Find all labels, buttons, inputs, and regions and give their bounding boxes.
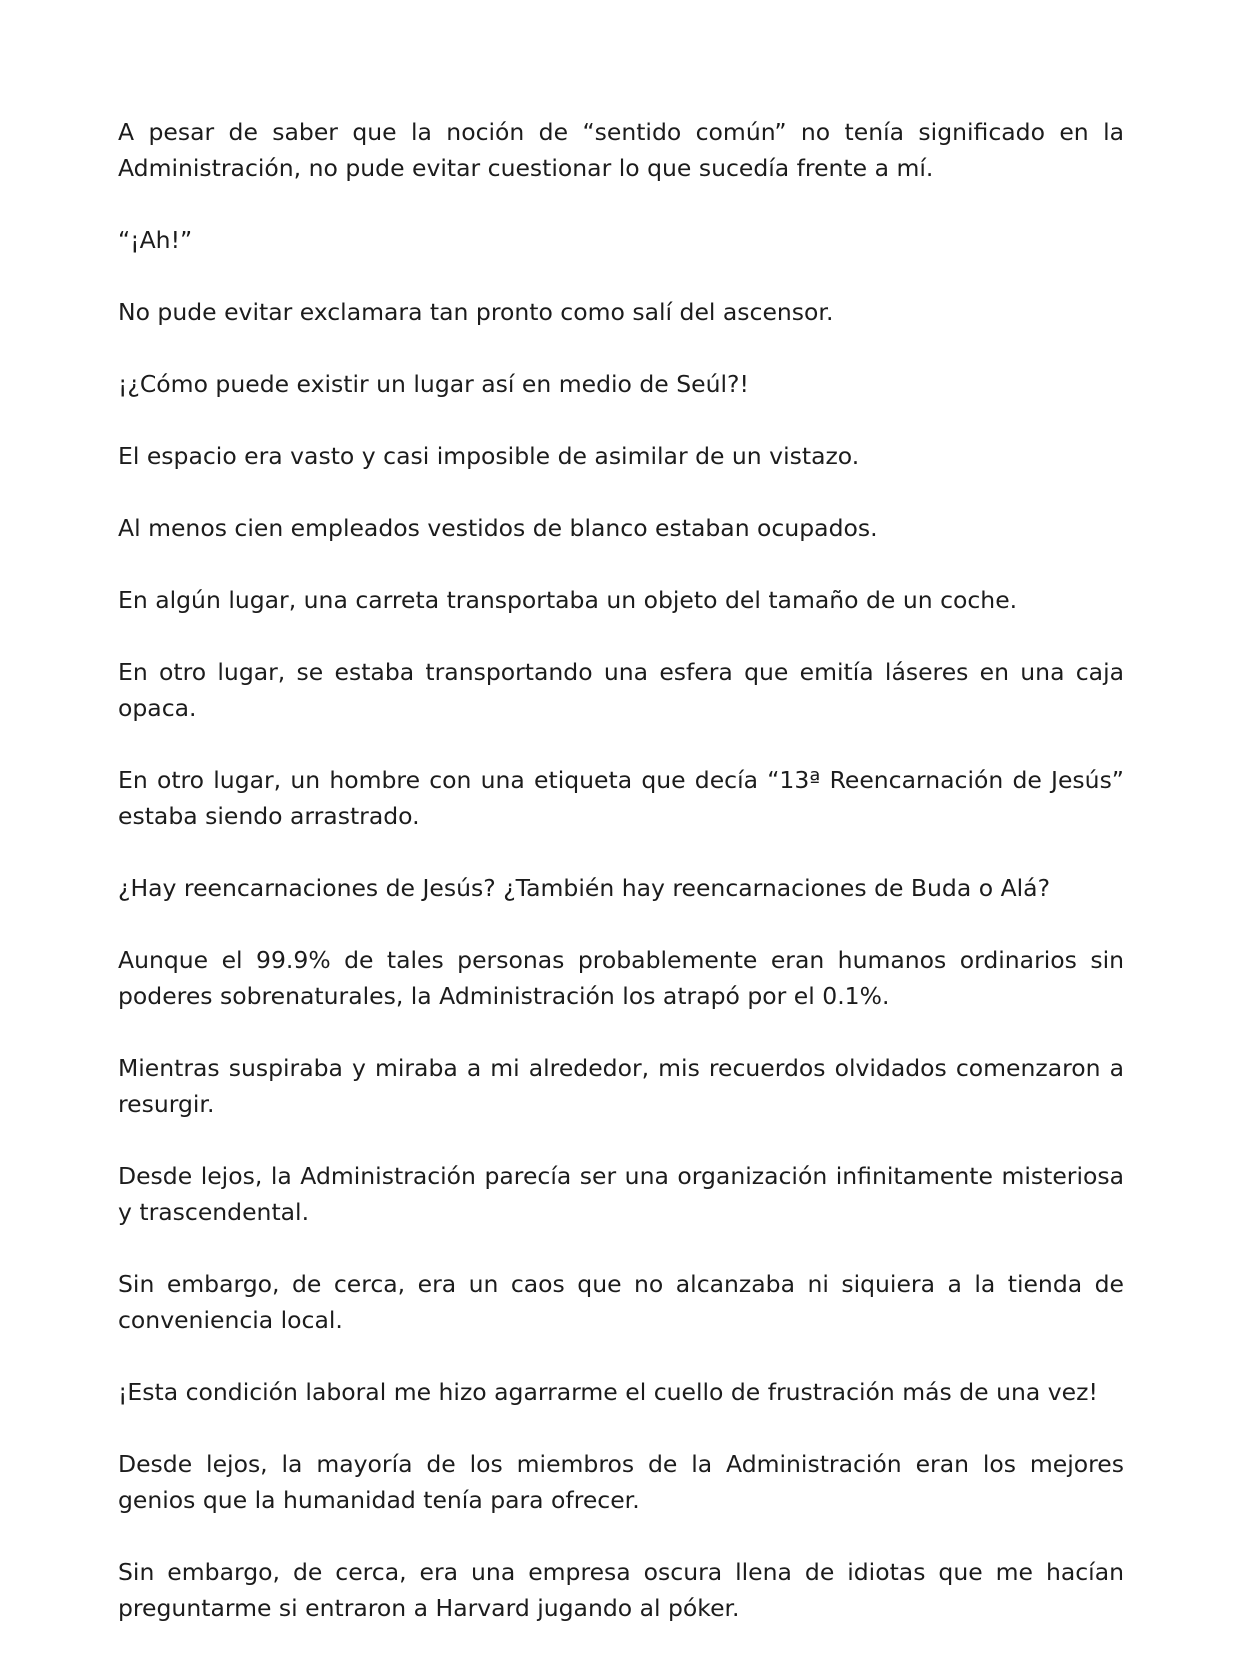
paragraph: Desde lejos, la mayoría de los miembros de la Administración eran los mejores genios que la humanidad tenía para ofrecer.	[118, 1450, 1124, 1514]
paragraph: Aunque el 99.9% de tales personas probablemente eran humanos ordinarios sin poderes sobrenaturales, la Administración los atrapó por el 0.1%.	[118, 946, 1124, 1010]
paragraph: En otro lugar, se estaba transportando una esfera que emitía láseres en una caja opaca.	[118, 658, 1124, 722]
document-page	[118, 114, 1124, 1662]
paragraph: En algún lugar, una carreta transportaba un objeto del tamaño de un coche.	[118, 586, 1018, 614]
paragraph: Sin embargo, de cerca, era una empresa oscura llena de idiotas que me hacían preguntarme si entraron a Harvard jugando al póker.	[118, 1558, 1124, 1622]
paragraph: Mientras suspiraba y miraba a mi alrededor, mis recuerdos olvidados comenzaron a resurgir.	[118, 1054, 1124, 1118]
paragraph: El espacio era vasto y casi imposible de asimilar de un vistazo.	[118, 442, 860, 470]
paragraph: No pude evitar exclamara tan pronto como salí del ascensor.	[118, 298, 834, 326]
paragraph: ¡¿Cómo puede existir un lugar así en medio de Seúl?!	[118, 370, 749, 398]
paragraph: A pesar de saber que la noción de “sentido común” no tenía significado en la Administración, no pude evitar cuestionar lo que sucedía frente a mí.	[118, 118, 1124, 182]
paragraph: ¡Esta condición laboral me hizo agarrarme el cuello de frustración más de una vez!	[118, 1378, 1098, 1406]
paragraph: Al menos cien empleados vestidos de blanco estaban ocupados.	[118, 514, 878, 542]
paragraph: ¿Hay reencarnaciones de Jesús? ¿También hay reencarnaciones de Buda o Alá?	[118, 874, 1051, 902]
paragraph: En otro lugar, un hombre con una etiqueta que decía “13ª Reencarnación de Jesús” estaba siendo arrastrado.	[118, 766, 1124, 830]
paragraph: Desde lejos, la Administración parecía ser una organización infinitamente misteriosa y trascendental.	[118, 1162, 1124, 1226]
paragraph: Sin embargo, de cerca, era un caos que no alcanzaba ni siquiera a la tienda de conveniencia local.	[118, 1270, 1124, 1334]
paragraph: “¡Ah!”	[118, 226, 193, 254]
